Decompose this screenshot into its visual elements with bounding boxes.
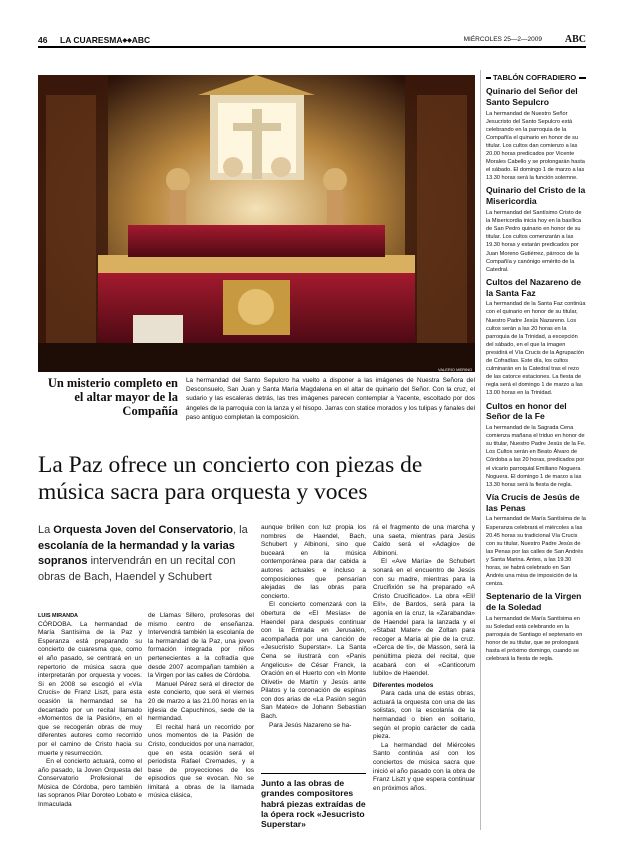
- article-column-2: [148, 612, 254, 801]
- sidebar-item-text: La hermandad de la Sagrada Cena comienza mañana el triduo en honor de su titular, Nuestro Padre Jesús de la Fe. Los Cultos serán en Beato Álvaro de Córdoba a las 20 horas, predicados por el vicario parroquial Emiliano Noguera Noguera. El domingo 1 de marzo a las 13.30 horas será la fiesta de regla.: [486, 425, 586, 488]
- pull-quote: Junto a las obras de grandes compositores habrá piezas extraídas de la ópera rock «Jesucristo Superstar»: [261, 778, 366, 830]
- article-paragraph: CÓRDOBA. La hermandad de María Santísima de la Paz y Esperanza está preparando su concierto de cuaresma que, como el año pasado, se centrará en un repertorio de música sacra que interpretarán por orquesta y voces. Si en 2008 se escogió el «Vía Crucis» de Franz Liszt, para esta ocasión la hermandad se ha decantado por un recital llamado «Momentos de la Pasión», en el que se recogerán obras de muy diferentes autores como recorrido por el camino de Cristo hacia su muerte y resurrección.: [38, 620, 142, 757]
- photo-caption-text: La hermandad del Santo Sepulcro ha vuelto a disponer a las imágenes de Nuestra Señora del Desconsuelo, San Juan y Santa María Magdalena en el altar de quinario del Señor. Con la cruz, el sudario y las escaleras detrás, las tres imágenes parecen contemplar a Yacente, escoltado por dos ángeles de la parroquia con la lanza y el hisopo. Jarras con statice morados y los tulipas y fanales del paso antiguo completan la composición.: [186, 377, 475, 421]
- altar-photo: [38, 75, 475, 372]
- sidebar-item-text: La hermandad de la Santa Faz continúa con el quinario en honor de su titular, Nuestro Padre Jesús Nazareno. Los cultos serán a las 20 horas en la parroquia de la Trinidad, a excepción del sábado, en el que la imagen presidirá el Vía Crucis de la Agrupación de Cofradías. Este día, los cultos culminarán en la Catedral tras el rezo de las catorce estaciones. La fiesta de regla será el domingo 1 de marzo a las 13.00 horas en la Trinidad.: [486, 301, 586, 397]
- sidebar-tablon-cofradiero: [486, 73, 586, 663]
- article-column-3: [261, 524, 366, 730]
- article-paragraph: En el concierto actuará, como el año pasado, la Joven Orquesta del Conservatorio Profesional de Música de Córdoba, pero también las sopranos Pilar Doroteo Lobato e Inmaculada: [38, 758, 142, 809]
- page-header: [38, 33, 586, 47]
- sidebar-item-title: Quinario del Señor del Santo Sepulcro: [486, 86, 578, 107]
- sidebar-item-title: Cultos del Nazareno de la Santa Faz: [486, 276, 582, 298]
- article-paragraph: rá el fragmento de una marcha y una saeta, mientras para Jesús Caído será el «Adagio» de Albinoni.: [373, 524, 475, 557]
- article-paragraph: aunque brillen con luz propia los nombres de Haendel, Bach, Schubert y Albinoni, sino que buceará en la música contemporánea para dar cabida a autores actuales e incluso a composiciones que pensarían alejadas de las obras para concierto.: [261, 524, 366, 600]
- article-byline: LUIS MIRANDA: [38, 613, 79, 619]
- sidebar-item-text: La hermandad de María Santísima en su Soledad está celebrando en la parroquia de Santiago el septenario en honor de su titular, que se prolongará hasta el próximo domingo, cuando se celebrará la fiesta de regla.: [486, 615, 583, 663]
- article-paragraph: El recital hará un recorrido por unos momentos de la Pasión de Cristo, conducidos por una narrador, que en esta ocasión será el periodista Rafael Cremades, y a base de proyecciones de los episodios que se evocan. No se limitará a obras de la llamada música clásica,: [148, 723, 254, 800]
- photo-credit: VALERIO MERINO: [438, 367, 473, 372]
- sidebar-divider: [480, 70, 481, 830]
- article-paragraph: Para cada una de estas obras, actuará la orquesta con una de las solistas, con la escolanía de la hermandad o bien en solitario, según el propio carácter de cada pieza.: [373, 690, 475, 741]
- sidebar-item-title: Cultos en honor del Señor de la Fe: [486, 400, 567, 422]
- article-headline: La Paz ofrece un concierto con piezas de música sacra para orquesta y voces: [38, 452, 423, 505]
- article-paragraph: de Llamas Sillero, profesoras del mismo centro de enseñanza. Intervendrá también la escolanía de la hermandad de la Paz, una joven formación integrada por niños pertenecientes a la cofradía que desde 2007 acompañan también a la Virgen por las calles de Córdoba.: [148, 612, 254, 680]
- section-name: LA CUARESMA◆◆ABC: [60, 35, 151, 45]
- header-divider: [38, 46, 586, 48]
- sidebar-item-title: Septenario de la Virgen de la Soledad: [486, 591, 582, 613]
- page-number: 46: [38, 35, 48, 45]
- sidebar-heading: TABLÓN COFRADIERO: [486, 73, 586, 82]
- article-column-4: [373, 524, 475, 793]
- pull-quote-divider: [261, 773, 366, 774]
- sidebar-item-text: La hermandad del Santísimo Cristo de la Misericordia inicia hoy en la basílica de San Pedro quinario en honor de su titular. Los cultos comenzarán a las 19.30 horas y estarán predicados por Juan Moreno Gutiérrez, párroco de la Compañía y canónigo emérito de la Catedral.: [486, 210, 582, 273]
- article-subhead: Diferentes modelos: [373, 681, 434, 689]
- sidebar-item-text: La hermandad de Nuestro Señor Jesucristo del Santo Sepulcro está celebrando en la parroquia de la Compañía el quinario en honor de su titular. Los cultos dan comienzo a las 20.00 horas predicados por Vicente Morales Cabello y se prolongarán hasta el sábado. El domingo 1 de marzo a las 13.30 horas será la función solemne.: [486, 110, 585, 182]
- issue-date: MIÉRCOLES 25—2—2009: [463, 36, 542, 43]
- article-lead: La Orquesta Joven del Conservatorio, la escolanía de la hermandad y la varias sopranos intervendrán en un recital con obras de Bach, Haendel y Schubert: [38, 524, 248, 583]
- article-paragraph: El «Ave María» de Schubert sonará en el encuentro de Jesús con su madre, mientras para la Crucifixión se ha preparado «A Cristo Crucificado». La obra «Eli! Eli!», de Bardos, será para la agonía en la cruz, la «Zarabanda» de Haendel para la lanzada y el «Stabat Mater» de Zoltan para recoger a María al pie de la cruz. «Cerca de ti», de Masson, será la penúltima pieza del recital, que acabará con el «Canticorum Iubilo» de Haendel.: [373, 558, 475, 678]
- article-paragraph: La hermandad del Miércoles Santo continúa así con los conciertos de música sacra que inició el año pasado con la obra de Franz Liszt y que espera continuar en próximos años.: [373, 741, 475, 792]
- article-paragraph: El concierto comenzará con la obertura de «El Mesías» de Haendel para después continuar con la Entrada en Jerusalén, acompañada por una canción de «Jesucristo Superstar». La Santa Cena se ilustrará con «Panis Angelicus» de César Franck, la Oración en el Huerto con «In Monte Oliveti» de Martín y Jesús ante Pilatos y la coronación de espinas con dos arias de «La Pasión según San Mateo» de Johann Sebastian Bach.: [261, 601, 366, 721]
- sidebar-item-title: Quinario del Cristo de la Misericordia: [486, 185, 586, 207]
- article-paragraph: Para Jesús Nazareno se ha-: [269, 721, 352, 729]
- sidebar-item-text: La hermandad de María Santísima de la Esperanza celebrará el miércoles a las 20.45 horas su tradicional Vía Crucis con su titular, Nuestro Padre Jesús de las Penas por las calles de San Andrés y Santa Marina. Antes, a las 19.30 horas, se habrá celebrado en San Andrés una misa de imposición de la ceniza.: [486, 516, 586, 588]
- article-column-1: [38, 612, 142, 810]
- photo-caption-title: Un misterio completo en el altar mayor de la Compañía: [47, 376, 178, 418]
- abc-logo: ABC: [564, 34, 586, 45]
- article-paragraph: Manuel Pérez será el director de este concierto, que será el viernes 20 de marzo a las 21.00 horas en la iglesia de Capuchinos, sede de la hermandad.: [148, 680, 254, 723]
- sidebar-item-title: Vía Crucis de Jesús de las Penas: [486, 491, 580, 513]
